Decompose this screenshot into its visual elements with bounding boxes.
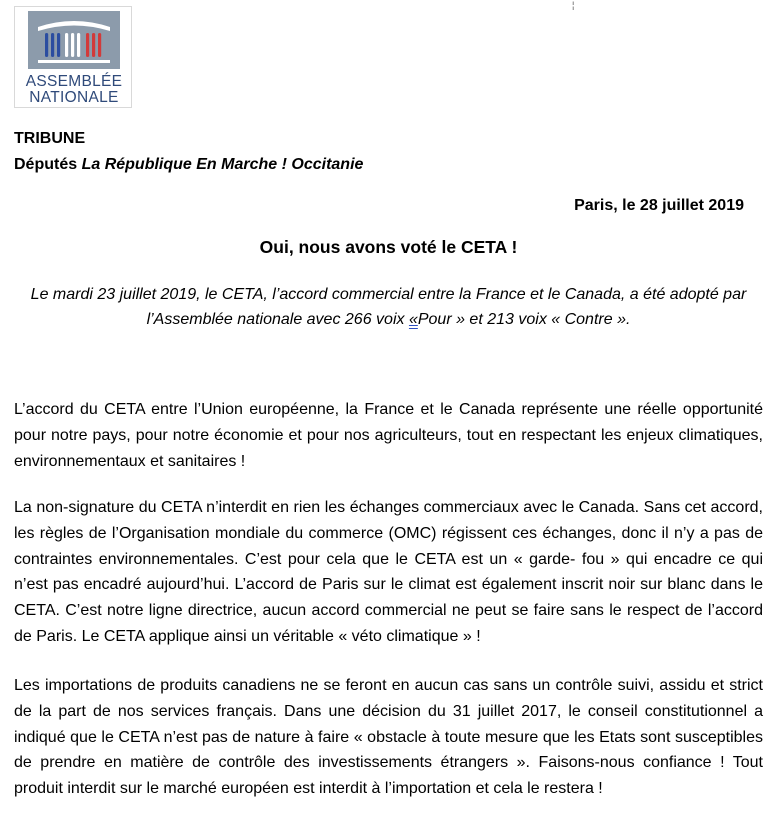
assemblee-emblem-icon xyxy=(28,11,120,69)
lead-marked-quote: « xyxy=(408,311,418,328)
lead-paragraph xyxy=(30,282,747,332)
logo-line-1: ASSEMBLÉE xyxy=(25,73,123,90)
lead-part-2: Pour » et 213 voix « Contre ». xyxy=(417,311,631,328)
deputies-group: La République En Marche ! Occitanie xyxy=(81,156,364,173)
article-title: Oui, nous avons voté le CETA ! xyxy=(259,237,518,257)
tribune-label: TRIBUNE xyxy=(14,130,86,147)
deputies-line xyxy=(14,156,363,174)
logo-line-2: NATIONALE xyxy=(29,89,119,106)
section-mark: ¦ xyxy=(572,0,575,10)
deputies-prefix: Députés xyxy=(14,156,82,173)
date-line: Paris, le 28 juillet 2019 xyxy=(574,197,744,214)
body-paragraph-1: L’accord du CETA entre l’Union européenne, la France et le Canada représente une réelle opportunité pour notre pays, pour notre économie et pour nos agriculteurs, tout en respectant les enjeux climatiques, environnementaux et sanitaires ! xyxy=(14,401,763,470)
body-paragraph-3: Les importations de produits canadiens ne se feront en aucun cas sans un contrôle suivi, assidu et strict de la part de nos services français. Dans une décision du 31 juillet 2017, le conseil constitutionnel a indiqué que le CETA n’est pas de nature à faire « obstacle à toute mesure que les Etats sont susceptibles de prendre en matière de contrôle des investissements étrangers ». Faisons-nous confiance ! Tout produit interdit sur le marché européen est interdit à l’importation et cela le restera ! xyxy=(14,677,763,798)
body-paragraph-2: La non-signature du CETA n’interdit en rien les échanges commerciaux avec le Canada. Sans cet accord, les règles de l’Organisation mondiale du commerce (OMC) régissent ces échanges, donc il n’y a pas de contraintes environnementales. C’est pour cela que le CETA est un « garde- fou » qui encadre ce qui n’est pas encadré aujourd’hui. L’accord de Paris sur le climat est également inscrit noir sur blanc dans le CETA. C’est notre ligne directrice, aucun accord commercial ne peut se faire sans le respect de l’accord de Paris. Le CETA applique ainsi un véritable « véto climatique » ! xyxy=(14,499,763,645)
assemblee-nationale-logo xyxy=(14,6,132,108)
lead-part-1: Le mardi 23 juillet 2019, le CETA, l’accord commercial entre la France et le Canada, a été adopté par l’Assemblée nationale avec 266 voix xyxy=(30,286,747,328)
